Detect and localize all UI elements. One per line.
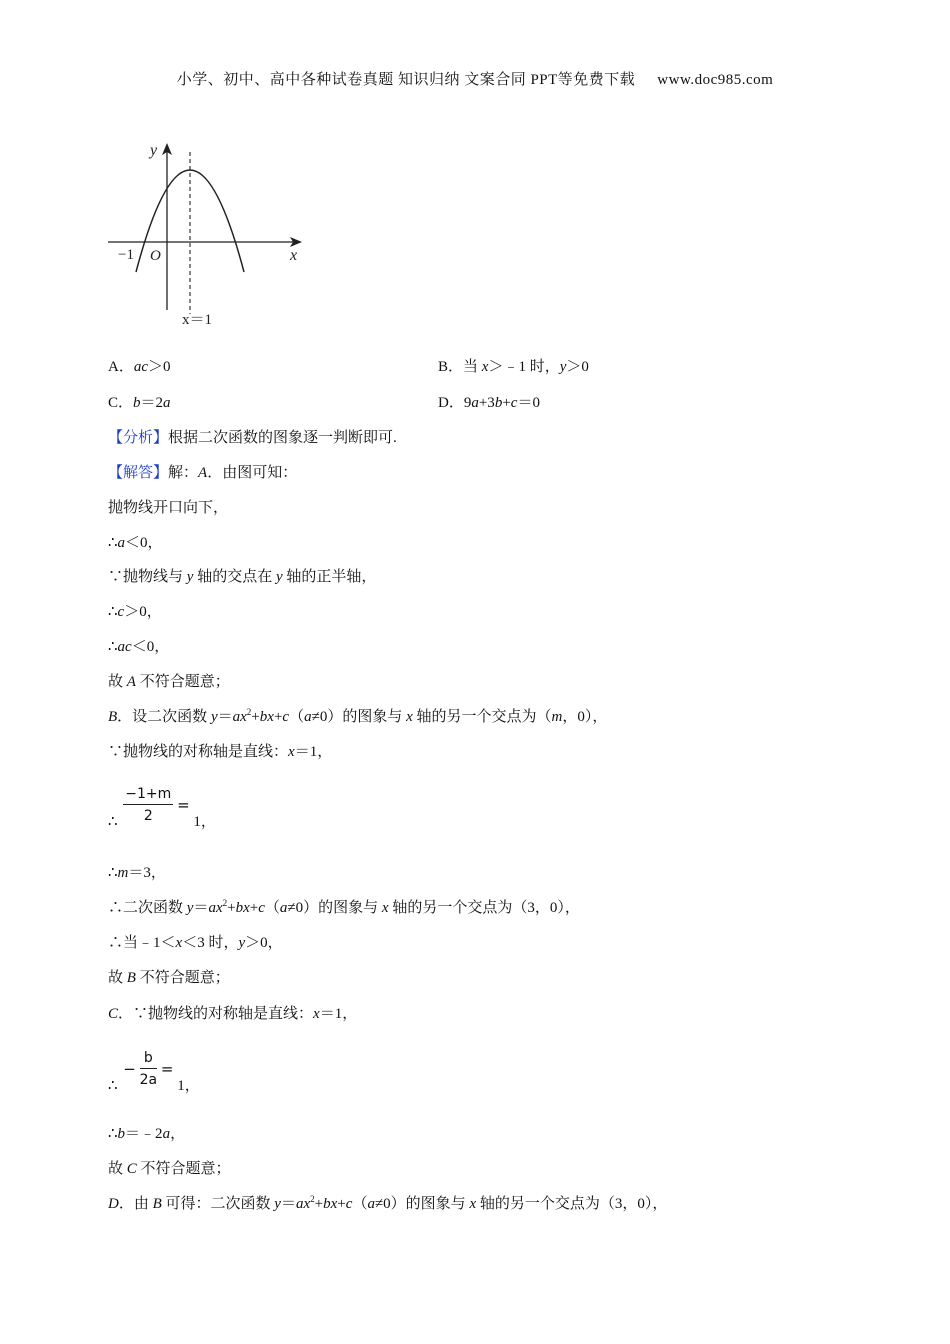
solution-step: ∴b＝﹣2a， — [108, 1126, 186, 1142]
option-b: B．当 x＞﹣1 时，y＞0 — [438, 359, 589, 375]
solution-step: C．∵抛物线的对称轴是直线：x＝1， — [108, 1006, 358, 1022]
solution-step: 故 A 不符合题意； — [108, 674, 230, 690]
header-title: 小学、初中、高中各种试卷真题 知识归纳 文案合同 PPT等免费下载 — [176, 72, 636, 88]
solution-step: ∴c＞0， — [108, 604, 162, 620]
analysis-line: 【分析】根据二次函数的图象逐一判断即可. — [108, 430, 397, 446]
fraction-equation-1: ∴ $\frac{-1+m}{2}$ = 1， — [108, 786, 216, 831]
solution-step: ∴当﹣1＜x＜3 时，y＞0， — [108, 935, 283, 951]
solution-step: ∴a＜0， — [108, 535, 163, 551]
x-axis-label: x — [290, 247, 298, 264]
solution-step: D．由 B 可得：二次函数 $y=ax^2+bx+c(a\ne 0)$的图象与 x 轴的另一个交点为（3，0）， — [108, 1194, 668, 1212]
solution-line: 【解答】解：A．由图可知： — [108, 465, 298, 481]
origin-label: O — [150, 248, 161, 264]
y-axis-label: y — [150, 142, 158, 159]
solution-step: 抛物线开口向下， — [108, 500, 229, 516]
solution-step: ∵抛物线与 y 轴的交点在 y 轴的正半轴， — [108, 569, 377, 585]
fraction-equation-2: ∴ − $\frac{b}{2a}$ = 1， — [108, 1050, 200, 1095]
solution-step: 故 B 不符合题意； — [108, 970, 230, 986]
option-a: A．ac＞0 — [108, 359, 171, 375]
option-d: D．9a+3b+c＝0 — [438, 395, 540, 411]
minus-one-label: −1 — [118, 247, 134, 263]
solution-step: 故 C 不符合题意； — [108, 1161, 231, 1177]
symmetry-axis-label: x＝1 — [182, 312, 213, 328]
solution-step: ∴ac＜0， — [108, 639, 170, 655]
solution-tag: 【解答】 — [108, 465, 169, 481]
solution-step: B．设二次函数 $y=ax^2+bx+c(a\ne 0)$的图象与 x 轴的另一个交点为（m，0）， — [108, 707, 608, 725]
analysis-tag: 【分析】 — [108, 430, 169, 446]
solution-step: ∴二次函数 $y=ax^2+bx+c(a\ne 0)$的图象与 x 轴的另一个交点为（3，0）， — [108, 898, 580, 916]
solution-step: ∵抛物线的对称轴是直线：x＝1， — [108, 744, 333, 760]
header-url[interactable]: www.doc985.com — [657, 72, 774, 88]
solution-step: ∴m＝3， — [108, 865, 166, 881]
option-c: C．b＝2a — [108, 395, 171, 411]
page-header — [0, 68, 950, 89]
parabola-graph — [104, 138, 314, 333]
